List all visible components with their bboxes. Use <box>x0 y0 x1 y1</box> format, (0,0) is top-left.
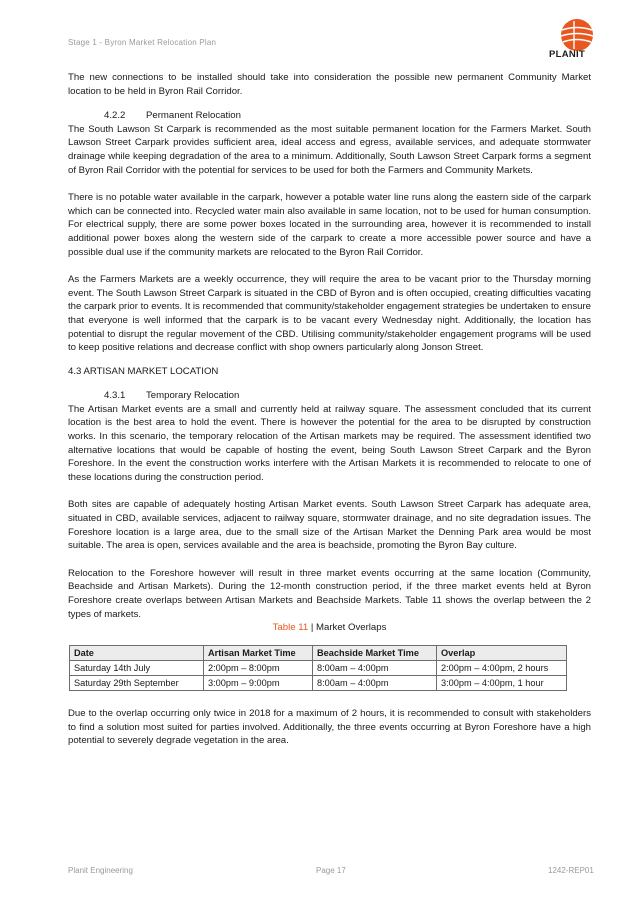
table-caption <box>68 621 591 634</box>
paragraph-temporary-c: Relocation to the Foreshore however will result in three market events occurring at the same location (Community, Beachside and Artisan Markets). During the 12-month construction period, if the three market events held at Byron Foreshore create overlaps between Artisan Markets and Beachside Markets. Table 11 shows the overlap between the 2 types of markets. <box>68 567 591 620</box>
footer-page-number: Page 17 <box>316 866 346 875</box>
table-row <box>70 661 567 676</box>
running-header-title: Stage 1 - Byron Market Relocation Plan <box>68 38 217 47</box>
paragraph-intro: The new connections to be installed should take into consideration the possible new permanent Community Market location to be held in Byron Rail Corridor. <box>68 72 591 97</box>
table-caption-separator: | <box>308 622 316 634</box>
table-caption-title: Market Overlaps <box>316 622 387 634</box>
paragraph-permanent-a: The South Lawson St Carpark is recommended as the most suitable permanent location for the Farmers Market. South Lawson Street Carpark provides sufficient area, ideal access and egress, available services, and adequate stormwater drainage while keeping degradation of the area to a minimum. Additionally, South Lawson Street Carpark forms a segment of Byron Rail Corridor with the potential for services to be used for both the Farmers and Community Markets. <box>68 123 591 176</box>
paragraph-conclusion: Due to the overlap occurring only twice in 2018 for a maximum of 2 hours, it is recommended to consult with stakeholders to find a solution most suited for parties involved. Additionally, the three events occurring at Byron Foreshore have a high potential to severely degrade vegetation in the area. <box>68 708 591 747</box>
paragraph-permanent-c: As the Farmers Markets are a weekly occurrence, they will require the area to be vacant prior to the Thursday morning event. The South Lawson Street Carpark is situated in the CBD of Byron and is often occupied, creating difficulties vacating the carpark prior to events. It is recommended that community/stakeholder engagement strategies be undertaken to ensure that everyone is well informed that the carpark is to be vacant every Wednesday night. Additionally, the location has potential to disrupt the regular movement of the CBD. Utilising community/stakeholder engagement programs will be used to keep positive relations and decrease conflict with shop owners particularly along Jonson Street. <box>68 274 591 354</box>
heading-number: 4.3.1 <box>104 390 126 402</box>
table-cell: 8:00am – 4:00pm <box>313 676 437 691</box>
column-header: Beachside Market Time <box>313 646 437 661</box>
page-body <box>68 71 591 748</box>
table-cell: 3:00pm – 9:00pm <box>204 676 313 691</box>
footer-document-code: 1242-REP01 <box>548 866 594 875</box>
table-cell: Saturday 14th July <box>70 661 204 676</box>
paragraph-permanent-b: There is no potable water available in the carpark, however a potable water line runs along the eastern side of the carpark which can be connected into. Recycled water main also available in same location, not to be used for human consumption. For electrical supply, there are some power boxes located in the surrounding area, however it is recommended to install additional power boxes along the western side of the carpark to create a more accessible power source and have a possible dual use if the community markets are relocated to the Byron Rail Corridor. <box>68 192 591 258</box>
footer-company: Planit Engineering <box>68 866 133 875</box>
market-overlaps-table <box>69 645 567 691</box>
heading-4-2-2 <box>68 109 591 123</box>
table-cell: 2:00pm – 4:00pm, 2 hours <box>437 661 567 676</box>
heading-number: 4.2.2 <box>104 110 126 122</box>
heading-title: Permanent Relocation <box>146 110 241 122</box>
table-cell: Saturday 29th September <box>70 676 204 691</box>
heading-title: Temporary Relocation <box>146 390 240 402</box>
column-header: Overlap <box>437 646 567 661</box>
heading-4-3: 4.3 ARTISAN MARKET LOCATION <box>68 365 219 377</box>
paragraph-temporary-b: Both sites are capable of adequately hosting Artisan Market events. South Lawson Street Carpark has adequate area, situated in CBD, available services, adjacent to railway square, stormwater drainage, and no site degradation issues. The Foreshore location is a large area, due to the small size of the Artisan Market the Denning Park area would be most suitable. The area is open, services available and the area is beachside, promoting the Byron Bay culture. <box>68 499 591 552</box>
table-cell: 8:00am – 4:00pm <box>313 661 437 676</box>
table-cell: 3:00pm – 4:00pm, 1 hour <box>437 676 567 691</box>
paragraph-temporary-a: The Artisan Market events are a small and currently held at railway square. The assessment concluded that its current location is the best area to hold the event. There is however the potential for the area to be disrupted by construction works. In this scenario, the temporary relocation of the Artisan markets may be required. The assessment identified two alternative locations that would be capable of hosting the event, being South Lawson Street Carpark and the Byron Foreshore. In the event the construction works interfere with the Artisan Markets it is recommended to relocate to one of these locations during the construction period. <box>68 403 591 483</box>
table-caption-label: Table 11 <box>272 622 309 634</box>
table-cell: 2:00pm – 8:00pm <box>204 661 313 676</box>
table-header-row <box>70 646 567 661</box>
column-header: Date <box>70 646 204 661</box>
column-header: Artisan Market Time <box>204 646 313 661</box>
table-row <box>70 676 567 691</box>
heading-4-3-1 <box>68 389 591 403</box>
logo-wordmark: PLANIT <box>549 49 586 60</box>
